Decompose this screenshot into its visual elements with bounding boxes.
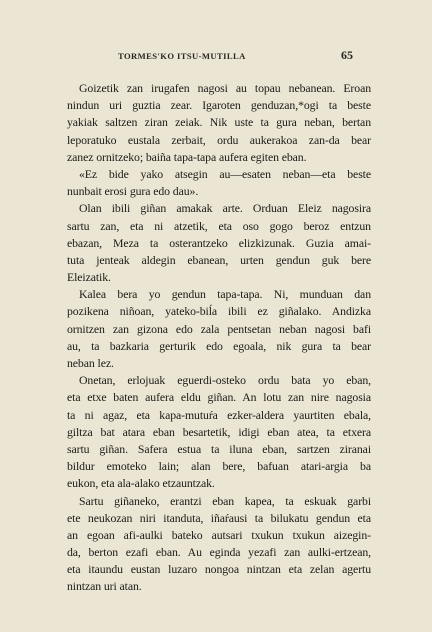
text-line: an egoan afi-aulki bateko autsari txukun txukun aizegin- xyxy=(67,527,371,542)
text-line: leporatuko eustala zerbait, ordu aukerakoa zan-da bear xyxy=(67,132,371,147)
text-line: zanez ornitzeko; baiña tapa-tapa aufera egiten eban. xyxy=(67,149,307,164)
text-line: ornitzen zan gizona edo zala pentsetan neban nagosi bafi xyxy=(67,321,371,336)
text-line: yakiak saltzen ziran zeiak. Nik uste ta gura neban, bertan xyxy=(67,115,371,130)
text-line: nintzan uri atan. xyxy=(67,579,142,594)
text-line: Olan ibili giñan amakak arte. Orduan Eleiz nagosira xyxy=(79,201,371,216)
text-line: «Ez bide yako atsegin au—esaten neban—eta beste xyxy=(79,166,371,181)
text-line: pozikena niñoan, yateko-biĺa ibili ez giñalako. Andizka xyxy=(67,304,371,319)
text-line: ta ni agaz, eta kapa-mutuŕa ezker-aldera yaurtiten ebala, xyxy=(67,407,371,422)
page-number: 65 xyxy=(341,48,353,62)
text-line: eta etxe baten aufera eldu giñan. An lotu zan nire nagosia xyxy=(67,390,371,405)
text-line: bildur emoteko lain; alan bere, bafuan atari-argia ba xyxy=(67,459,371,474)
text-line: Sartu giñaneko, erantzi eban kapea, ta eskuak garbi xyxy=(79,493,371,508)
text-line: sartu giñan. Safera estua ta iluna eban, sartzen ziranai xyxy=(67,441,371,456)
text-line: Kalea bera yo gendun tapa-tapa. Ni, munduan dan xyxy=(79,287,371,302)
text-line: eukon, eta ala-alako etzauntzak. xyxy=(67,476,215,491)
text-line: Goizetik zan irugafen nagosi au topau nebanean. Eroan xyxy=(79,81,371,95)
text-line: nindun uri guztia zear. Igaroten genduzan,*ogi ta beste xyxy=(67,98,371,113)
text-line: au, ta bazkaria gerturik edo egoala, nik gura ta bear xyxy=(67,338,371,353)
text-line: ebazan, Meza ta osterantzeko elizkizunak. Guzia amai- xyxy=(67,235,371,250)
text-line: giltza bat atara eban besartetik, idigi eban atea, ta etxera xyxy=(67,424,371,439)
text-line: sartu zan, eta ni atzetik, eta oso gogo beroz entzun xyxy=(67,218,371,233)
body-text xyxy=(67,80,371,596)
text-line: ete neukozan niri itanduta, iñaŕausi ta bilukatu gendun eta xyxy=(67,510,371,525)
text-line: da, berton ezafi eban. Au eginda yezafi zan aulki-ertzean, xyxy=(67,545,371,560)
text-line: Eleizatik. xyxy=(67,270,111,285)
text-line: Onetan, erlojuak eguerdi-osteko ordu bata yo eban, xyxy=(79,373,371,388)
text-line: tuta jenteak aldegin ebanean, urten gendun guk bere xyxy=(67,252,371,267)
text-line: nunbait erosi gura edo dau». xyxy=(67,184,199,199)
text-line: eta itaundu eustan luzaro nongoa nintzan eta zelan agertu xyxy=(67,562,371,577)
running-title: TORMES'KO ITSU-MUTILLA xyxy=(118,51,246,61)
text-line: neban lez. xyxy=(67,356,114,370)
